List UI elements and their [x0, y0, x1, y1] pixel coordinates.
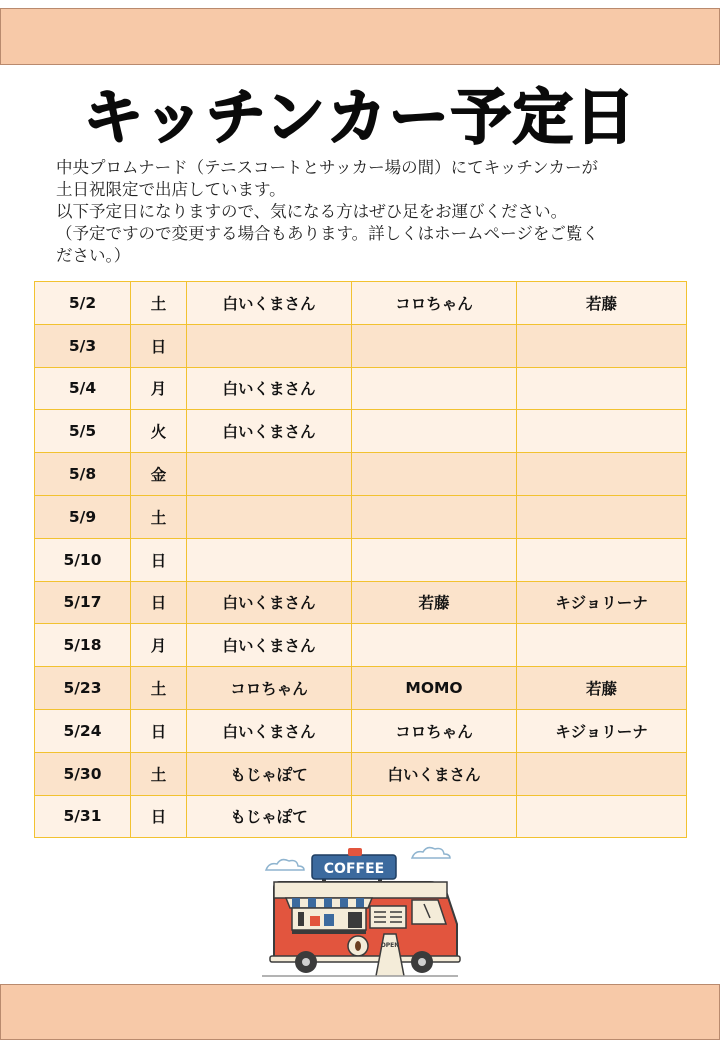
page-title: キッチンカー予定日 — [83, 83, 637, 153]
weekday-cell: 金 — [131, 453, 187, 496]
coffee-sign-label: COFFEE — [323, 861, 385, 877]
weekday-cell: 火 — [131, 410, 187, 453]
vendor-cell — [187, 324, 352, 367]
vendor-cell: コロちゃん — [187, 667, 352, 710]
weekday-cell: 日 — [131, 538, 187, 581]
weekday-cell: 土 — [131, 282, 187, 325]
vendor-cell — [187, 538, 352, 581]
cloud-icon — [266, 860, 304, 870]
vendor-cell — [517, 624, 687, 667]
weekday-cell: 日 — [131, 709, 187, 752]
date-cell: 5/30 — [35, 752, 131, 795]
table-row — [35, 709, 687, 752]
weekday-cell: 日 — [131, 795, 187, 838]
vendor-cell: 白いくまさん — [187, 581, 352, 624]
table-row — [35, 538, 687, 581]
weekday-cell: 月 — [131, 624, 187, 667]
vendor-cell — [352, 495, 517, 538]
vendor-cell — [187, 495, 352, 538]
table-row — [35, 324, 687, 367]
weekday-cell: 月 — [131, 367, 187, 410]
schedule-body — [35, 282, 687, 838]
table-row — [35, 367, 687, 410]
date-cell: 5/9 — [35, 495, 131, 538]
vendor-cell — [517, 453, 687, 496]
date-cell: 5/8 — [35, 453, 131, 496]
date-cell: 5/18 — [35, 624, 131, 667]
weekday-cell: 日 — [131, 581, 187, 624]
vendor-cell — [352, 538, 517, 581]
vendor-cell — [352, 624, 517, 667]
intro-line: ださい。） — [56, 246, 131, 265]
weekday-cell: 日 — [131, 324, 187, 367]
vendor-cell: 白いくまさん — [187, 410, 352, 453]
vendor-cell — [352, 324, 517, 367]
vendor-cell — [187, 453, 352, 496]
date-cell: 5/4 — [35, 367, 131, 410]
weekday-cell: 土 — [131, 752, 187, 795]
table-row — [35, 453, 687, 496]
date-cell: 5/17 — [35, 581, 131, 624]
vendor-cell — [517, 495, 687, 538]
date-cell: 5/10 — [35, 538, 131, 581]
vendor-cell — [352, 453, 517, 496]
weekday-cell: 土 — [131, 667, 187, 710]
cloud-icon — [412, 848, 450, 858]
vendor-cell — [352, 410, 517, 453]
vendor-cell: もじゃぽて — [187, 795, 352, 838]
intro-line: 中央プロムナード（テニスコートとサッカー場の間）にてキッチンカーが — [56, 158, 599, 177]
table-row — [35, 495, 687, 538]
vendor-cell — [517, 367, 687, 410]
vendor-cell: 白いくまさん — [187, 367, 352, 410]
vendor-cell: もじゃぽて — [187, 752, 352, 795]
vendor-cell: MOMO — [352, 667, 517, 710]
vendor-cell — [517, 410, 687, 453]
vendor-cell: キジョリーナ — [517, 581, 687, 624]
vendor-cell — [517, 538, 687, 581]
date-cell: 5/23 — [35, 667, 131, 710]
vendor-cell: 白いくまさん — [187, 709, 352, 752]
vendor-cell: 若藤 — [352, 581, 517, 624]
intro-line: 土日祝限定で出店しています。 — [56, 180, 286, 199]
table-row — [35, 795, 687, 838]
footer-band — [0, 984, 720, 1040]
vendor-cell: 若藤 — [517, 667, 687, 710]
vendor-cell: 白いくまさん — [187, 282, 352, 325]
vendor-cell: コロちゃん — [352, 709, 517, 752]
date-cell: 5/2 — [35, 282, 131, 325]
vendor-cell: 白いくまさん — [352, 752, 517, 795]
table-row — [35, 581, 687, 624]
intro-line: 以下予定日になりますので、気になる方はぜひ足をお運びください。 — [56, 202, 568, 221]
date-cell: 5/24 — [35, 709, 131, 752]
vendor-cell: 白いくまさん — [187, 624, 352, 667]
schedule-table — [34, 281, 687, 838]
table-row — [35, 282, 687, 325]
open-sign-label: OPEN — [380, 942, 400, 949]
vendor-cell: コロちゃん — [352, 282, 517, 325]
vendor-cell — [517, 324, 687, 367]
table-row — [35, 667, 687, 710]
vendor-cell — [517, 795, 687, 838]
date-cell: 5/5 — [35, 410, 131, 453]
vendor-cell — [517, 752, 687, 795]
table-row — [35, 752, 687, 795]
vendor-cell — [352, 367, 517, 410]
vendor-cell — [352, 795, 517, 838]
table-row — [35, 624, 687, 667]
coffee-truck-icon — [262, 844, 468, 978]
intro-line: （予定ですので変更する場合もあります。詳しくはホームページをご覧く — [56, 224, 599, 243]
header-band — [0, 8, 720, 65]
table-row — [35, 410, 687, 453]
vendor-cell: キジョリーナ — [517, 709, 687, 752]
date-cell: 5/3 — [35, 324, 131, 367]
vendor-cell: 若藤 — [517, 282, 687, 325]
intro-text — [56, 157, 686, 267]
weekday-cell: 土 — [131, 495, 187, 538]
date-cell: 5/31 — [35, 795, 131, 838]
